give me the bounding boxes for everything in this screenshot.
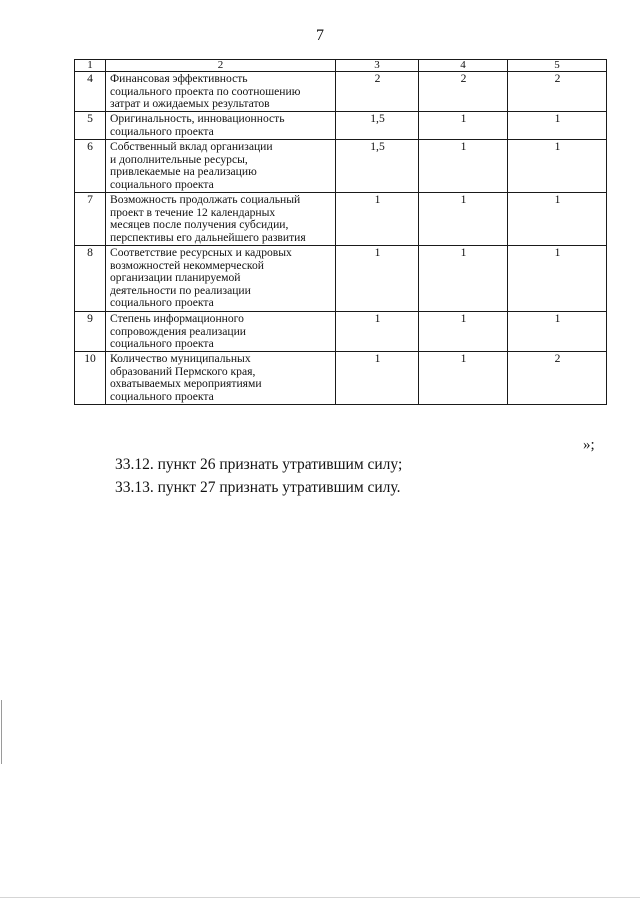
header-cell: 1 [75, 60, 106, 72]
criterion-text [106, 72, 336, 112]
criterion-line: сопровождения реализации [110, 324, 247, 338]
header-cell: 5 [508, 60, 607, 72]
score-col5: 1 [508, 246, 607, 312]
row-number: 6 [75, 140, 106, 193]
criterion-text [106, 193, 336, 246]
header-cell: 3 [336, 60, 419, 72]
score-col4: 1 [419, 193, 508, 246]
table-row [75, 140, 607, 193]
scan-bottom-edge [0, 897, 640, 898]
score-col4: 1 [419, 246, 508, 312]
criterion-text [106, 140, 336, 193]
criterion-line: затрат и ожидаемых результатов [110, 97, 270, 111]
criterion-line: социального проекта [110, 389, 214, 403]
criterion-line: социального проекта [110, 124, 214, 138]
criterion-line: Соответствие ресурсных и кадровых [110, 246, 292, 259]
table-row [75, 112, 607, 140]
criterion-line: деятельности по реализации [110, 283, 251, 297]
closing-quote: »; [583, 437, 595, 453]
score-col5: 2 [508, 72, 607, 112]
criterion-line: возможностей некоммерческой [110, 258, 264, 272]
criterion-text [106, 246, 336, 312]
table-row [75, 72, 607, 112]
criterion-line: социального проекта по соотношению [110, 84, 301, 98]
criterion-line: социального проекта [110, 177, 214, 191]
score-col5: 1 [508, 193, 607, 246]
score-col4: 2 [419, 72, 508, 112]
criterion-line: охватываемых мероприятиями [110, 377, 262, 391]
header-cell: 4 [419, 60, 508, 72]
criterion-line: организации планируемой [110, 271, 241, 285]
criterion-line: месяцев после получения субсидии, [110, 218, 289, 232]
criterion-line: перспективы его дальнейшего развития [110, 230, 306, 244]
scan-margin-mark [1, 700, 2, 764]
criterion-line: Собственный вклад организации [110, 140, 273, 153]
criterion-text [106, 352, 336, 405]
criterion-line: Оригинальность, инновационность [110, 112, 285, 125]
row-number: 9 [75, 312, 106, 352]
criterion-line: социального проекта [110, 296, 214, 310]
row-number: 4 [75, 72, 106, 112]
amendment-paragraph: 33.12. пункт 26 признать утратившим силу; [115, 456, 403, 473]
score-col3: 1,5 [336, 112, 419, 140]
table-row [75, 246, 607, 312]
criterion-line: Степень информационного [110, 312, 244, 325]
criterion-line: привлекаемые на реализацию [110, 165, 257, 179]
criterion-line: Возможность продолжать социальный [110, 193, 301, 206]
criterion-line: образований Пермского края, [110, 364, 256, 378]
score-col4: 1 [419, 140, 508, 193]
criterion-line: социального проекта [110, 337, 214, 351]
row-number: 7 [75, 193, 106, 246]
score-col3: 1,5 [336, 140, 419, 193]
table-header-row [75, 60, 607, 72]
header-cell: 2 [106, 60, 336, 72]
criterion-line: Количество муниципальных [110, 352, 251, 365]
criterion-text [106, 312, 336, 352]
score-col4: 1 [419, 112, 508, 140]
criterion-line: Финансовая эффективность [110, 72, 248, 85]
criterion-text [106, 112, 336, 140]
row-number: 10 [75, 352, 106, 405]
score-col3: 1 [336, 246, 419, 312]
score-col5: 1 [508, 312, 607, 352]
criterion-line: проект в течение 12 календарных [110, 205, 276, 219]
table-row [75, 193, 607, 246]
page-number: 7 [316, 27, 324, 44]
table-row [75, 312, 607, 352]
row-number: 5 [75, 112, 106, 140]
score-col5: 1 [508, 140, 607, 193]
table-row [75, 352, 607, 405]
row-number: 8 [75, 246, 106, 312]
score-col5: 1 [508, 112, 607, 140]
amendment-paragraph: 33.13. пункт 27 признать утратившим силу. [115, 479, 401, 496]
score-col3: 1 [336, 352, 419, 405]
score-col3: 1 [336, 312, 419, 352]
score-col3: 2 [336, 72, 419, 112]
score-col3: 1 [336, 193, 419, 246]
score-col4: 1 [419, 312, 508, 352]
criteria-table [74, 59, 607, 405]
score-col5: 2 [508, 352, 607, 405]
score-col4: 1 [419, 352, 508, 405]
criterion-line: и дополнительные ресурсы, [110, 152, 248, 166]
